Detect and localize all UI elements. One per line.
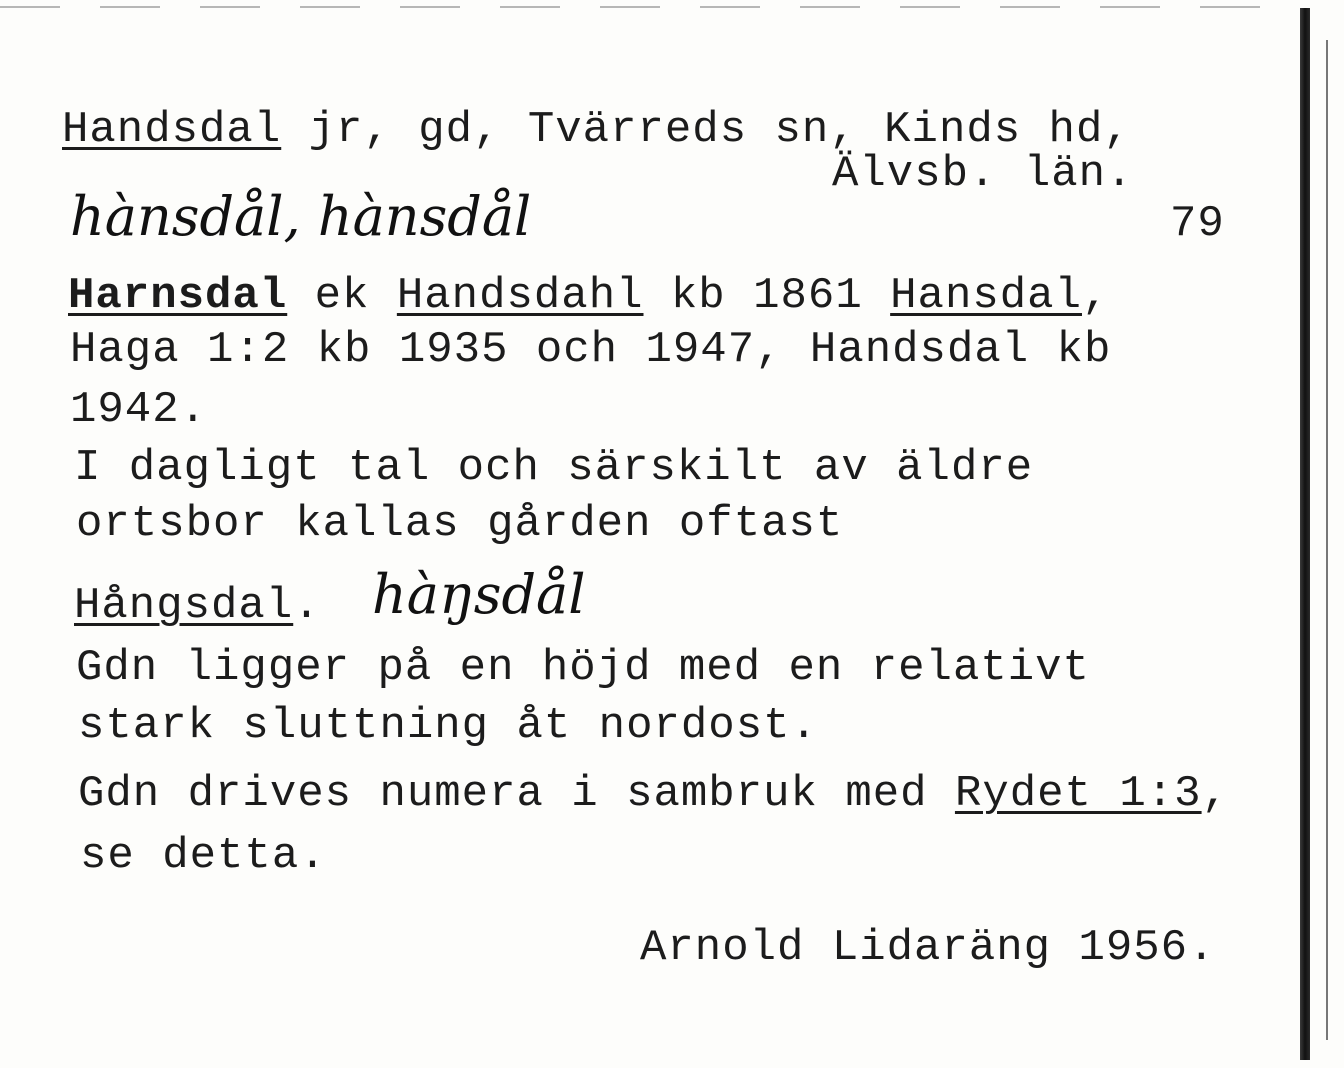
spoken-name: Hångsdal: [74, 581, 294, 631]
spoken-name-line: [74, 581, 321, 631]
alt-text-1: ek: [287, 271, 397, 321]
alt-names-line-1: [68, 271, 1110, 321]
scan-edge-top: [0, 6, 1300, 8]
alt-name-handsdahl: Handsdahl: [396, 271, 644, 321]
scan-edge-right: [1300, 8, 1310, 1060]
alt-name-hansdal: Hansdal: [890, 271, 1082, 321]
alt-names-line-2: Haga 1:2 kb 1935 och 1947, Handsdal kb: [70, 325, 1112, 375]
paragraph-3-line-1: [78, 769, 1229, 819]
county-line: Älvsb. län.: [832, 149, 1134, 199]
cross-reference-rydet: Rydet 1:3: [954, 769, 1202, 819]
paragraph-2-line-1: Gdn ligger på en höjd med en relativt: [76, 643, 1090, 693]
signature-line: Arnold Lidaräng 1956.: [640, 923, 1216, 973]
alt-names-line-3: 1942.: [70, 385, 208, 435]
paragraph-3-comma: ,: [1201, 769, 1229, 819]
place-name: Handsdal: [62, 105, 282, 155]
paragraph-1-line-1: I dagligt tal och särskilt av äldre: [74, 443, 1034, 493]
alt-name-harnsdal: Harnsdal: [68, 271, 288, 321]
paragraph-1-line-2: ortsbor kallas gården oftast: [76, 499, 844, 549]
spoken-name-dot: .: [293, 581, 321, 631]
scan-edge-right-thin: [1326, 40, 1328, 1040]
title-line: [62, 105, 1131, 155]
paragraph-2-line-2: stark sluttning åt nordost.: [78, 701, 818, 751]
alt-text-3: ,: [1081, 271, 1110, 321]
paragraph-3-line-2: se detta.: [80, 831, 327, 881]
alt-text-2: kb 1861: [643, 271, 891, 321]
card-number: 79: [1170, 199, 1225, 249]
paragraph-3-text: Gdn drives numera i sambruk med: [78, 769, 955, 819]
handwritten-pronunciation-2: hàŋsdål: [372, 563, 586, 626]
handwritten-pronunciation-1: hànsdål, hànsdål: [70, 185, 532, 248]
place-description: jr, gd, Tvärreds sn, Kinds hd,: [281, 105, 1131, 155]
